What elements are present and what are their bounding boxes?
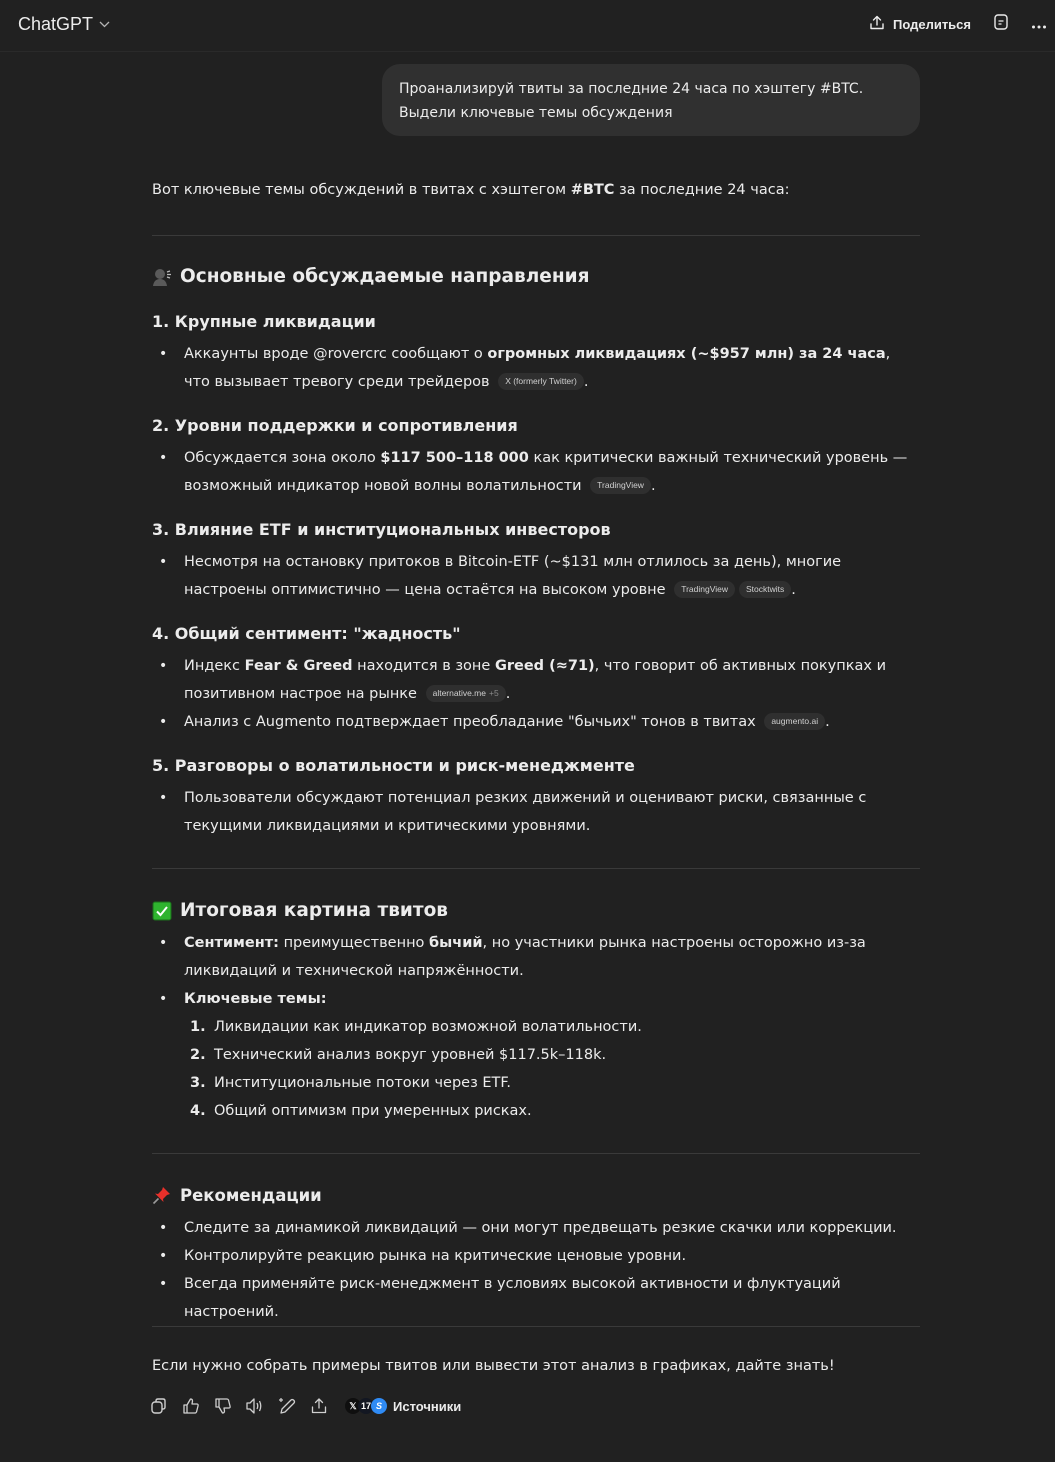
sources-label: Источники [393, 1398, 462, 1414]
text-part: , но участники рынка настроены осторожно из-за ликвидаций и технической напряжённости. [184, 935, 866, 979]
source-chip[interactable]: X (formerly Twitter) [498, 373, 584, 390]
section-title: Основные обсуждаемые направления [180, 266, 590, 287]
text-bold: $117 500–118 000 [380, 450, 529, 466]
ordered-list-item [190, 1041, 642, 1069]
list-item: • Индекс Fear & Greed находится в зоне Greed (≈71), что говорит об активных покупках и позитивном настрое на рынке alternative.me +5 . [152, 652, 920, 708]
item-number: 3. [190, 1075, 206, 1091]
share-icon [869, 15, 885, 34]
tradingview-source-icon: 17 [358, 1398, 374, 1414]
list-item: • Всегда применяйте риск-менеджмент в условиях высокой активности и флуктуаций настроений. [152, 1270, 920, 1326]
copy-icon[interactable] [149, 1396, 169, 1416]
text-part: преимущественно [278, 935, 430, 951]
section-heading [152, 1185, 322, 1205]
topic-heading: 1. Крупные ликвидации [152, 312, 376, 331]
more-options-icon[interactable] [1031, 15, 1047, 34]
ordered-list [190, 1013, 642, 1125]
user-message-line: Выдели ключевые темы обсуждения [399, 105, 673, 121]
source-chip[interactable]: augmento.ai [764, 713, 825, 730]
text-part: , что говорит об активных покупках и позитивном настрое на рынке [184, 658, 887, 702]
list-item: • Аккаунты вроде @rovercrc сообщают о огромных ликвидациях (~$957 млн) за 24 часа, что вызывает тревогу среди трейдеров X (formerly Twitter) . [152, 340, 920, 396]
item-text: Институциональные потоки через ETF. [214, 1075, 512, 1091]
source-chip[interactable] [426, 685, 506, 702]
user-message-bubble [382, 64, 920, 136]
section-title: Рекомендации [180, 1185, 322, 1205]
text-part: , что вызывает тревогу среди трейдеров [184, 346, 891, 390]
top-bar [0, 0, 1055, 52]
user-message-line: Проанализируй твиты за последние 24 часа по хэштегу #BTC. [399, 81, 864, 97]
divider [152, 1326, 920, 1327]
text-bold: Сентимент: [184, 935, 279, 951]
item-number: 2. [190, 1047, 206, 1063]
list-item: • Несмотря на остановку притоков в Bitcoin-ETF (~$131 млн отлилось за день), многие настроены оптимистично — цена остаётся на высоком уровне TradingView Stocktwits . [152, 548, 920, 604]
source-chip[interactable]: TradingView [674, 581, 735, 598]
ordered-list-item [190, 1069, 642, 1097]
divider [152, 1153, 920, 1154]
chip-extra-count: +5 [488, 688, 499, 698]
section-heading [152, 266, 589, 287]
list-item: • Обсуждается зона около $117 500–118 000 как критически важный технический уровень — возможный индикатор новой волны волатильности TradingView . [152, 444, 920, 500]
list-item: • Анализ с Augmento подтверждает преобладание "бычьих" тонов в твитах augmento.ai . [152, 708, 920, 736]
text-part: Несмотря на остановку притоков в Bitcoin-ETF (~$131 млн отлилось за день), многие настроены оптимистично — цена остаётся на высоком уровне [184, 554, 842, 598]
divider [152, 235, 920, 236]
stocktwits-source-icon: S [371, 1398, 387, 1414]
app-title: ChatGPT [18, 14, 94, 34]
list-item: • Контролируйте реакцию рынка на критические ценовые уровни. [152, 1242, 920, 1270]
model-selector[interactable] [18, 14, 110, 35]
read-aloud-icon[interactable] [245, 1396, 265, 1416]
text-part: Индекс [184, 658, 245, 674]
intro-text-part: за последние 24 часа: [614, 182, 790, 198]
text-bold: бычий [429, 935, 483, 951]
text-bold: огромных ликвидациях (~$957 млн) за 24 часа [487, 346, 886, 362]
speaking-head-icon [152, 267, 172, 287]
source-icons [345, 1398, 387, 1414]
section-title: Итоговая картина твитов [180, 900, 449, 921]
text-part: Обсуждается зона около [184, 450, 381, 466]
text-part: Пользователи обсуждают потенциал резких движений и оценивают риски, связанные с текущими ликвидациями и критическими уровнями. [184, 790, 867, 834]
text-part: Анализ с Augmento подтверждает преобладание "бычьих" тонов в твитах [184, 714, 756, 730]
text-bold: Fear & Greed [244, 658, 353, 674]
topic-heading: 3. Влияние ETF и институциональных инвесторов [152, 520, 611, 539]
divider [152, 868, 920, 869]
closing-text: Если нужно собрать примеры твитов или вывести этот анализ в графиках, дайте знать! [152, 1358, 835, 1374]
text-bold: Greed (≈71) [494, 658, 595, 674]
canvas-icon[interactable] [993, 13, 1009, 35]
chip-label: alternative.me [432, 688, 486, 698]
edit-in-canvas-icon[interactable] [277, 1396, 297, 1416]
item-number: 1. [190, 1019, 206, 1035]
check-mark-icon [152, 901, 172, 921]
item-text: Технический анализ вокруг уровней $117.5k–118k. [214, 1047, 607, 1063]
list-item [152, 784, 920, 840]
share-button[interactable] [869, 15, 971, 34]
ordered-list-item [190, 1013, 642, 1041]
intro-text-part: Вот ключевые темы обсуждений в твитах с хэштегом [152, 182, 571, 198]
ordered-list-item [190, 1097, 642, 1125]
thumbs-down-icon[interactable] [213, 1396, 233, 1416]
chevron-down-icon [99, 19, 110, 31]
text-part: находится в зоне [352, 658, 495, 674]
topic-heading: 2. Уровни поддержки и сопротивления [152, 416, 518, 435]
x-source-icon: 𝕏 [345, 1398, 361, 1414]
thumbs-up-icon[interactable] [181, 1396, 201, 1416]
topic-heading: 4. Общий сентимент: "жадность" [152, 624, 461, 643]
intro-hashtag: #BTC [570, 182, 615, 198]
topic-heading: 5. Разговоры о волатильности и риск-менеджменте [152, 756, 635, 775]
share-message-icon[interactable] [309, 1396, 329, 1416]
source-chip[interactable]: Stocktwits [739, 581, 791, 598]
item-text: Ликвидации как индикатор возможной волатильности. [214, 1019, 642, 1035]
pushpin-icon [152, 1185, 172, 1205]
message-actions [149, 1396, 461, 1416]
intro-text [152, 182, 789, 198]
text-part: как критически важный технический уровень — возможный индикатор новой волны волатильности [184, 450, 908, 494]
source-chip[interactable]: TradingView [590, 477, 651, 494]
text-part: Аккаунты вроде @rovercrc сообщают о [184, 346, 488, 362]
sources-button[interactable] [345, 1398, 461, 1414]
list-item: • Следите за динамикой ликвидаций — они могут предвещать резкие скачки или коррекции. [152, 1214, 920, 1242]
list-item [152, 929, 920, 985]
item-number: 4. [190, 1103, 206, 1119]
section-heading [152, 900, 448, 921]
share-label: Поделиться [892, 16, 971, 32]
text-bold: Ключевые темы: [184, 991, 327, 1007]
list-item [152, 985, 920, 1013]
item-text: Общий оптимизм при умеренных рисках. [214, 1103, 532, 1119]
